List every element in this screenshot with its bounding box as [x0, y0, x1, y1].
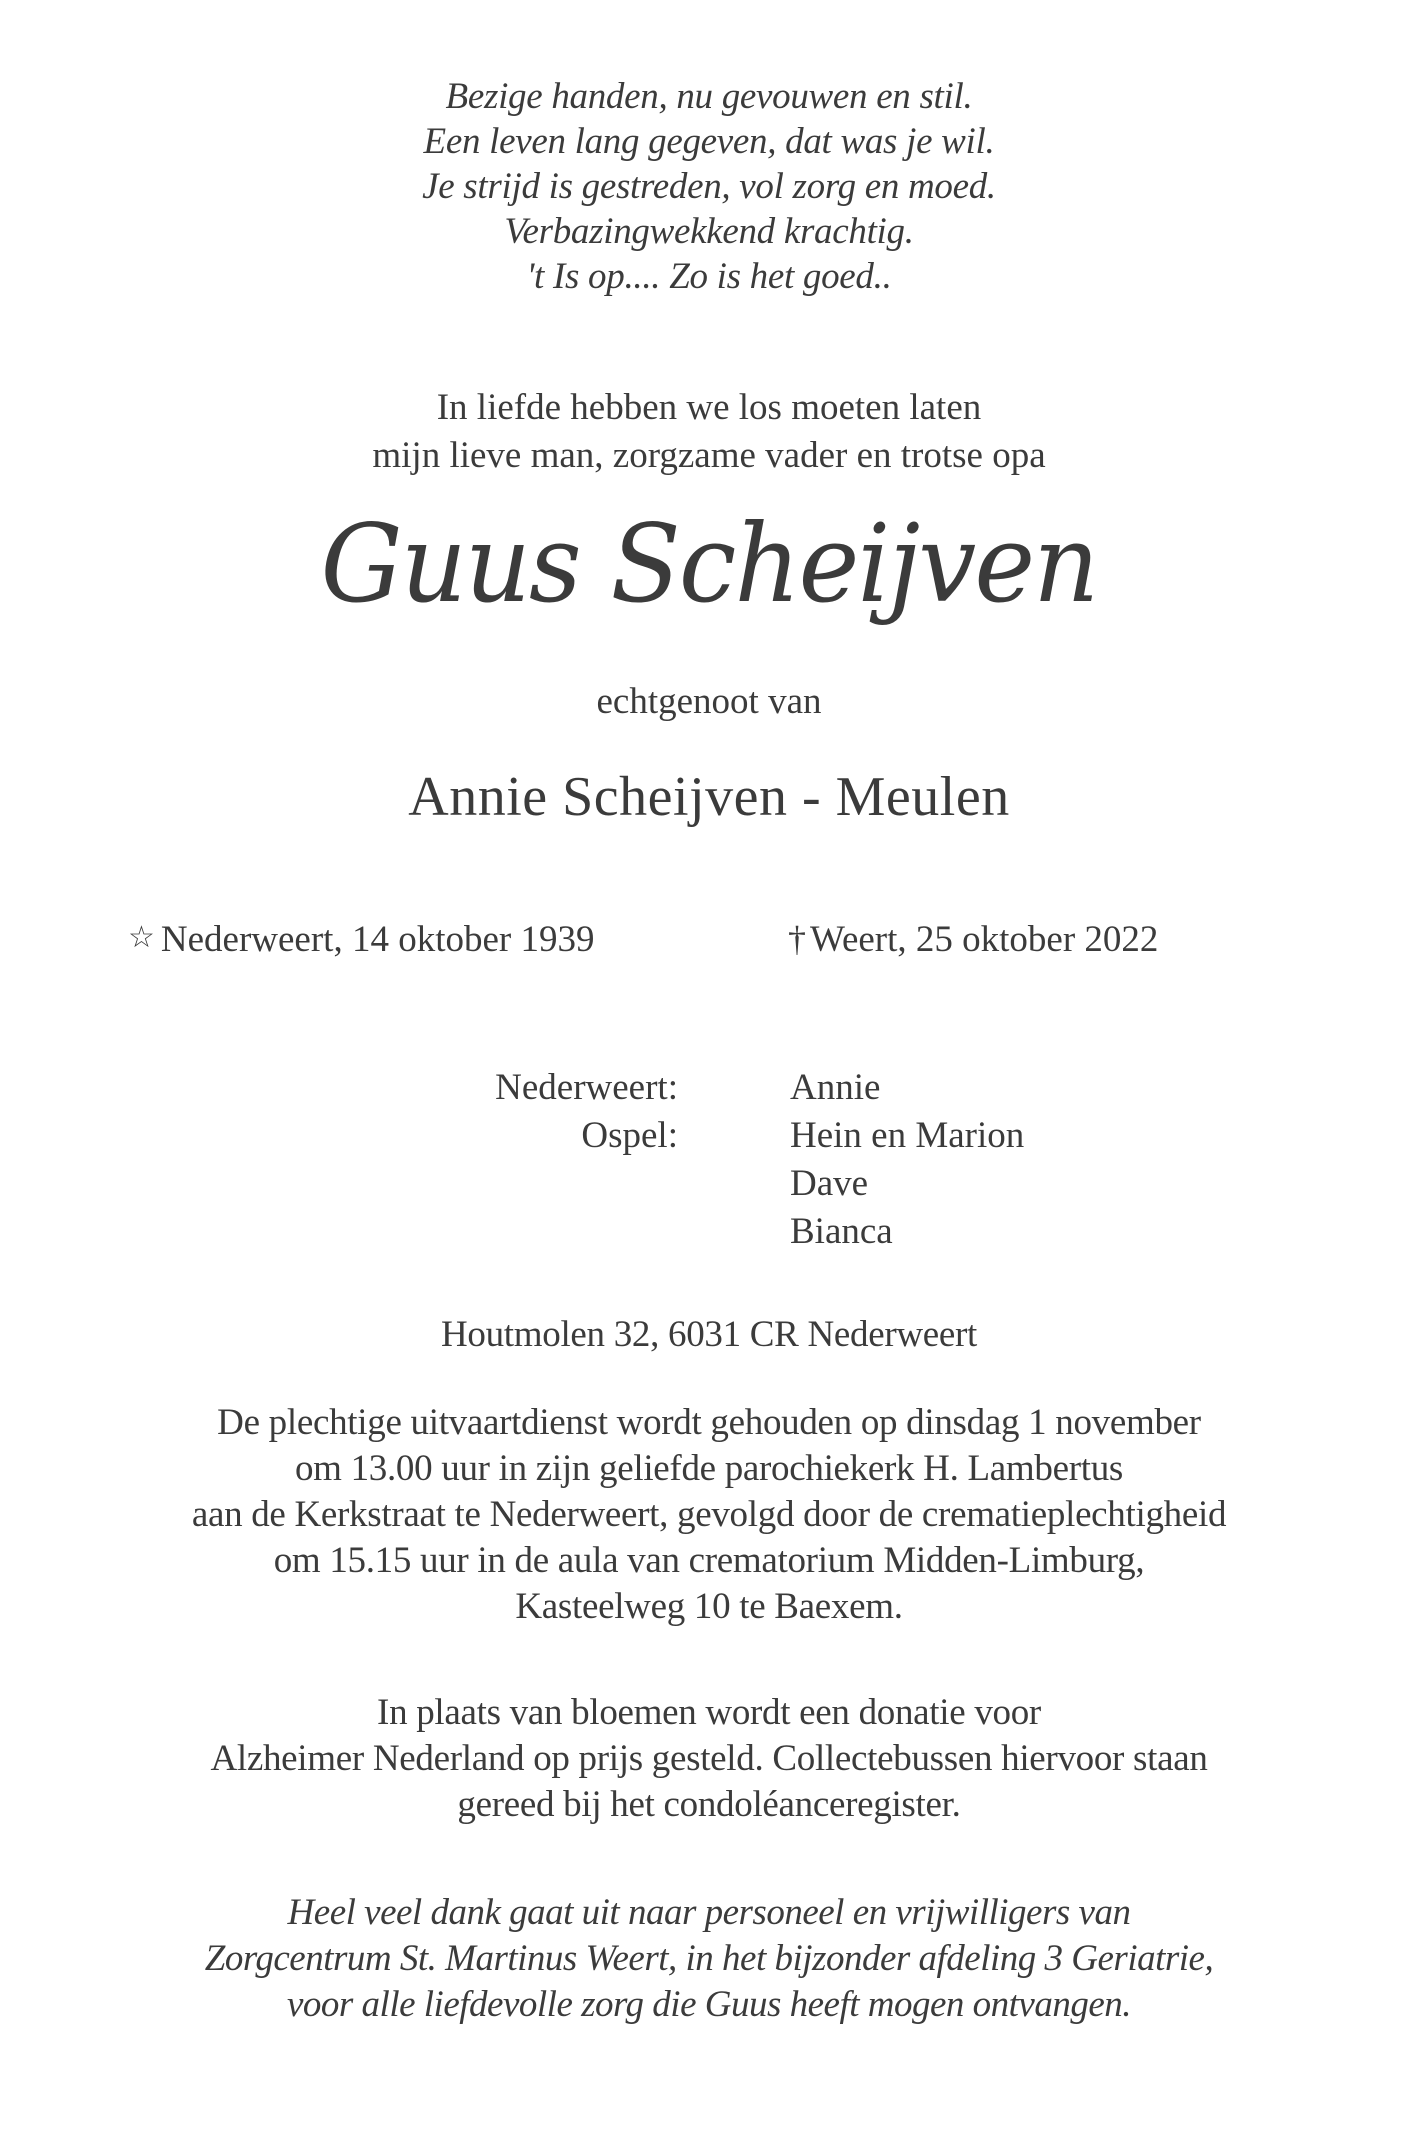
spouse-label: echtgenoot van	[596, 681, 822, 722]
donation-line: In plaats van bloemen wordt een donatie voor	[377, 1692, 1041, 1733]
poem-line: 't Is op.... Zo is het goed..	[526, 256, 892, 297]
thanks-line: voor alle liefdevolle zorg die Guus heeft mogen ontvangen.	[286, 1984, 1132, 2025]
spouse-name: Annie Scheijven - Meulen	[408, 766, 1010, 828]
death-date	[788, 918, 1158, 961]
family-member: Bianca	[790, 1211, 893, 1252]
family-place: Ospel:	[581, 1115, 678, 1156]
star-icon: ☆	[128, 921, 155, 954]
service-line: om 15.15 uur in de aula van crematorium Midden-Limburg,	[273, 1540, 1145, 1581]
poem-line: Verbazingwekkend krachtig.	[504, 211, 914, 252]
thanks-line: Zorgcentrum St. Martinus Weert, in het bijzonder afdeling 3 Geriatrie,	[204, 1938, 1214, 1979]
address: Houtmolen 32, 6031 CR Nederweert	[440, 1314, 978, 1355]
service-line: aan de Kerkstraat te Nederweert, gevolgd door de crematieplechtigheid	[191, 1494, 1227, 1535]
poem-line: Een leven lang gegeven, dat was je wil.	[423, 121, 995, 162]
family-member: Dave	[790, 1163, 869, 1204]
family-place: Nederweert:	[495, 1067, 678, 1108]
family-member: Annie	[790, 1067, 881, 1108]
intro-line: mijn lieve man, zorgzame vader en trotse opa	[372, 435, 1046, 476]
birth-text: Nederweert, 14 oktober 1939	[160, 919, 595, 960]
service-line: om 13.00 uur in zijn geliefde parochiekerk H. Lambertus	[294, 1448, 1124, 1489]
birth-date	[128, 918, 594, 961]
service-line: Kasteelweg 10 te Baexem.	[515, 1586, 903, 1627]
intro-line: In liefde hebben we los moeten laten	[436, 387, 982, 428]
thanks-line: Heel veel dank gaat uit naar personeel en vrijwilligers van	[287, 1892, 1131, 1933]
deceased-name: Guus Scheijven	[320, 502, 1098, 627]
poem-line: Bezige handen, nu gevouwen en stil.	[445, 76, 973, 117]
cross-icon: †	[788, 919, 806, 959]
death-text: Weert, 25 oktober 2022	[810, 919, 1159, 960]
family-member: Hein en Marion	[790, 1115, 1025, 1156]
donation-line: gereed bij het condoléanceregister.	[457, 1784, 961, 1825]
poem-line: Je strijd is gestreden, vol zorg en moed.	[422, 166, 996, 207]
service-line: De plechtige uitvaartdienst wordt gehouden op dinsdag 1 november	[217, 1402, 1201, 1443]
donation-line: Alzheimer Nederland op prijs gesteld. Collectebussen hiervoor staan	[210, 1738, 1208, 1779]
